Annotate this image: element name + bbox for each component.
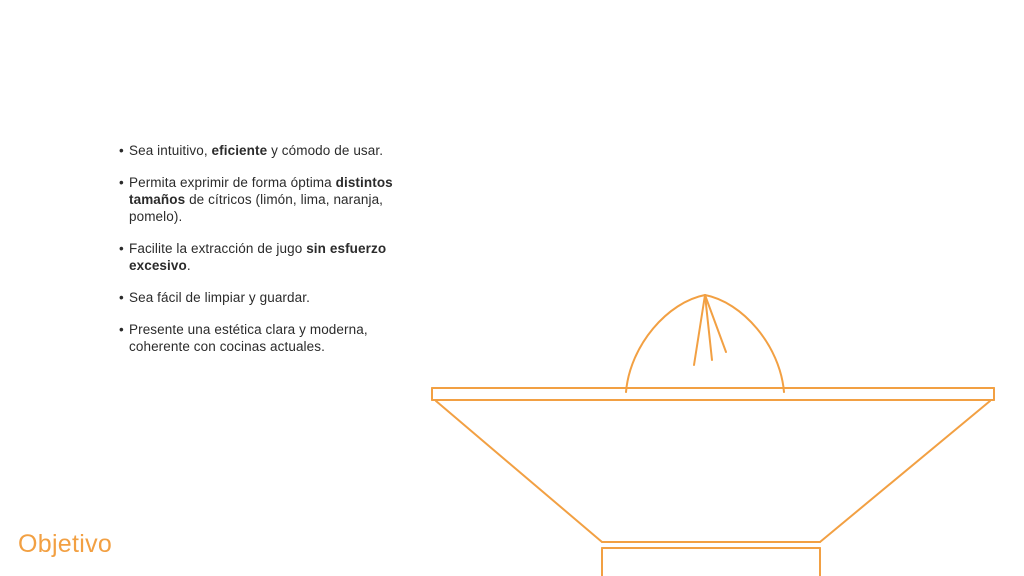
- bullet-marker-icon: •: [119, 143, 124, 158]
- list-item-text: Facilite la extracción de jugo sin esfuerzo excesivo.: [129, 241, 387, 273]
- list-item: [119, 321, 409, 355]
- bullet-marker-icon: •: [119, 290, 124, 305]
- list-item-text: Sea fácil de limpiar y guardar.: [129, 290, 310, 305]
- page-title: Objetivo: [18, 530, 113, 558]
- citrus-juicer-illustration: [390, 270, 1024, 576]
- list-item: [119, 289, 409, 306]
- list-item: [119, 240, 409, 274]
- list-item: [119, 142, 409, 159]
- list-item-text: Sea intuitivo, eficiente y cómodo de usar.: [129, 143, 384, 158]
- bullet-marker-icon: •: [119, 175, 124, 190]
- bullet-marker-icon: •: [119, 241, 124, 256]
- list-item-text: Presente una estética clara y moderna, coherente con cocinas actuales.: [129, 322, 368, 354]
- list-item: [119, 174, 409, 225]
- bullet-marker-icon: •: [119, 322, 124, 337]
- objective-bullet-list: [119, 142, 409, 355]
- list-item-text: Permita exprimir de forma óptima distintos tamaños de cítricos (limón, lima, naranja, pomelo).: [129, 175, 393, 224]
